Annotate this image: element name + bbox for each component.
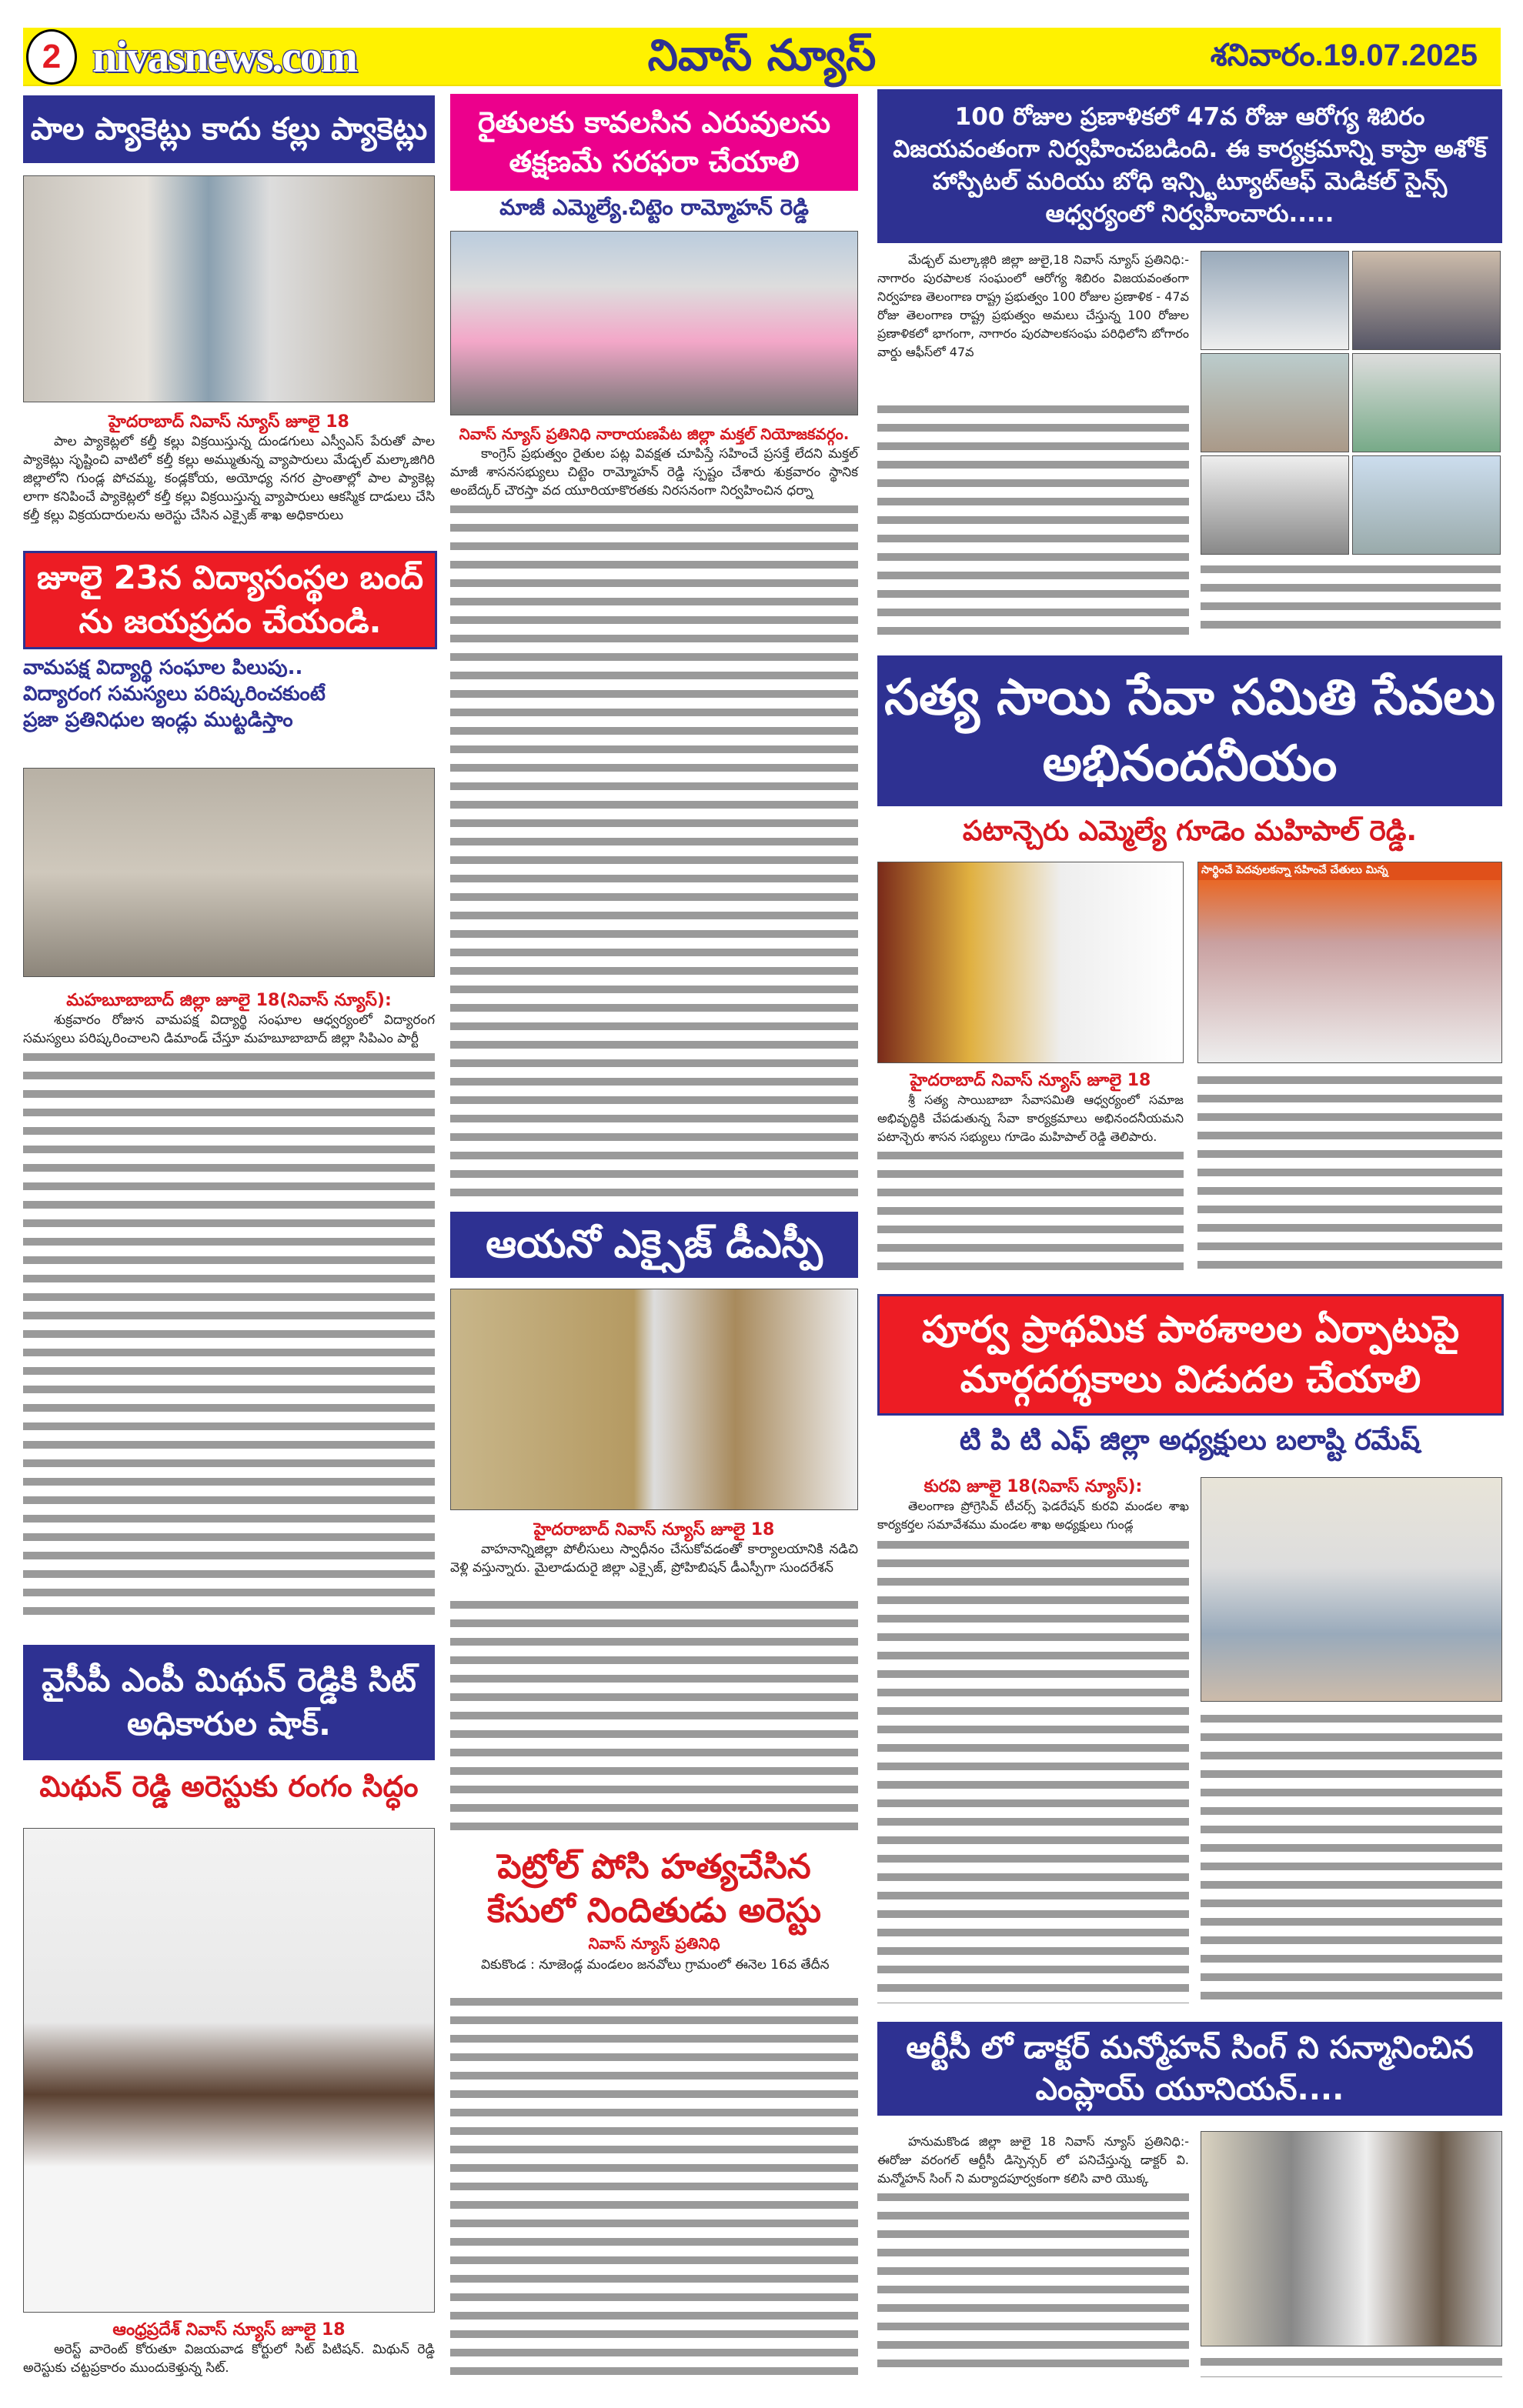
article-body-text-lines [877,400,1189,639]
paper-name: నివాస్ న్యూస్ [647,31,877,81]
article-body: వాహనాన్నిజిల్లా పోలీసులు స్వాధీనం చేసుకోవడంతో కార్యాలయానికి నడిచి వెళ్లి వస్తున్నారు. మైలాడుదురై జిల్లా ఎక్సైజ్, ప్రోహిబిషన్ డీఎస్పీగా సుందరేశన్ [450,1542,858,1576]
photo [1352,353,1501,452]
article-body-text-lines [450,500,858,1200]
photo-milk-packets [23,175,435,402]
photo [1352,455,1501,555]
dateline: కురవి జూలై 18(నివాస్ న్యూస్): [923,1477,1143,1496]
subhead: వామపక్ష విద్యార్థి సంఘాల పిలుపు.. [23,656,303,679]
photo-dsp [450,1289,858,1510]
article-body: హనుమకొండ జిల్లా జులై 18 నివాస్ న్యూస్ ప్రతినిధి:- ఈరోజు వరంగల్ ఆర్టీసీ డిస్పెన్సర్ లో పనిచేస్తున్న డాక్టర్ వి. మన్మోహన్ సింగ్ ని మర్యాదపూర్వకంగా కలిసి వారి యొక్క [877,2134,1189,2186]
subhead: ప్రజా ప్రతినిధుల ఇండ్లు ముట్టడిస్తాం [23,708,293,732]
subhead: టి పి టి ఎఫ్ జిల్లా అధ్యక్షులు బలాష్టి రమేష్ [959,1425,1421,1456]
dateline: మహబూబాబాద్ జిల్లా జూలై 18(నివాస్ న్యూస్): [66,991,392,1010]
dateline: ఆంధ్రప్రదేశ్ నివాస్ న్యూస్ జూలై 18 [112,2320,346,2340]
article-body: తెలంగాణ ప్రోగ్రెసివ్ టీచర్స్ ఫెడరేషన్ కురవి మండల శాఖ కార్యకర్తల సమావేశము మండల శాఖ అధ్యక్షులు గుండ్ల [877,1499,1189,1532]
headline-excise-dsp: ఆయనో ఎక్సైజ్ డీఎస్పీ [450,1212,858,1278]
article-body: అరెస్ట్ వారెంట్ కోరుతూ విజయవాడ కోర్టులో సిట్ పిటిషన్. మిథున్ రెడ్డి అరెస్టుకు చట్టప్రకారం ముందుకెళ్తున్న సిట్. [23,2342,435,2376]
photo [1201,455,1349,555]
article-body-text-lines [877,2188,1189,2377]
article-body-text-lines [450,1993,858,2377]
article-body-text-lines [877,1146,1184,1277]
page-number: 2 [26,29,77,85]
dateline: హైదరాబాద్ నివాస్ న్యూస్ జూలై 18 [533,1520,775,1539]
article-body-text-lines [877,1536,1189,2003]
photo-rtc-felicitation [1201,2131,1502,2346]
site-name: nivasnews.com [92,32,356,82]
issue-date: శనివారం.19.07.2025 [1210,38,1478,72]
dateline: హైదరాబాద్ నివాస్ న్యూస్ జూలై 18 [910,1071,1151,1090]
headline-milk-packets: పాల ప్యాకెట్లు కాదు కల్లు ప్యాకెట్లు [23,95,435,163]
photo-mithun-reddy [23,1828,435,2313]
article-body-text-lines [1201,1709,1502,2003]
dateline: నివాస్ న్యూస్ ప్రతినిధి నారాయణపేట జిల్లా మక్తల్ నియోజకవర్గం. [459,425,850,443]
photo-banner-text: సార్థించే పెదవులకన్నా సహించే చేతులు మిన్న [1198,862,1501,880]
article-body: వికుకొండ : నూజెండ్ల మండలం జనవోలు గ్రామంలో ఈనెల 16వ తేదీన [481,1957,830,1973]
photo-tptf-meeting [1201,1477,1502,1702]
headline-health-camp: 100 రోజుల ప్రణాళికలో 47వ రోజు ఆరోగ్య శిబిరం విజయవంతంగా నిర్వహించబడింది. ఈ కార్యక్రమాన్ని కాప్రా అశోక్ హాస్పిటల్ మరియు బోధి ఇన్స్టిట్యూట్ఆఫ్ మెడికల్ సైన్స్ ఆధ్వర్యంలో నిర్వహించారు..... [877,89,1502,243]
article-body: కాంగ్రెస్ ప్రభుత్వం రైతుల పట్ల వివక్షత చూపిస్తే సహించే ప్రసక్తే లేదని మక్తల్ మాజీ శాసనసభ్యులు చిట్టెం రామ్మోహన్ రెడ్డి స్పష్టం చేశారు శుక్రవారం స్థానిక అంబేద్కర్ చౌరస్తా వద యూరియాకొరతకు నిరసనంగా నిర్వహించిన ధర్నా [450,446,858,499]
headline-sathya-sai: సత్య సాయి సేవా సమితి సేవలు అభినందనీయం [877,655,1502,806]
photo-grid-health-camp [1201,251,1501,555]
photo-dharna [450,231,858,415]
subhead: పటాన్చెరు ఎమ్మెల్యే గూడెం మహిపాల్ రెడ్డి. [962,815,1418,847]
article-body-text-lines [1197,1071,1502,1277]
photo [1352,251,1501,350]
headline-petrol-murder: పెట్రోల్ పోసి హత్యచేసిన కేసులో నిందితుడు అరెస్టు [487,1847,821,1931]
article-body-text-lines [23,1048,435,1625]
article-body: పాల ప్యాకెట్లలో కల్తీ కల్లు విక్రయిస్తున్న దుండగులు ఎస్వీఎస్ పేరుతో పాల ప్యాకెట్లు సృష్టించి వాటిలో కల్తీ కల్లు అమ్ముతున్న వ్యాపారులు మేడ్చల్ మల్కాజిగిరి జిల్లాలోని గుండ్ల పోచమ్మ, కండ్లకోయ, అయోధ్య నగర ప్రాంతాల్లో పాల ప్యాకెట్ల లాగా కనిపించే ప్యాకెట్లలో కల్తీ కల్లు విక్రయిస్తున్న వ్యాపారులు ఆకస్మిక దాడులు చేసి కల్తీ కల్లు విక్రయదారులను అరెస్టు చేసిన ఎక్సైజ్ శాఖ అధికారులు [23,434,435,523]
headline-bandh: జూలై 23న విద్యాసంస్థల బంద్ ను జయప్రదం చేయండి. [23,551,437,649]
dateline: హైదరాబాద్ నివాస్ న్యూస్ జూలై 18 [109,412,349,432]
headline-mithun-reddy: వైసీపీ ఎంపీ మిథున్ రెడ్డికి సిట్ అధికారుల షాక్. [23,1645,435,1760]
headline-rtc-doctor: ఆర్టీసీ లో డాక్టర్ మన్మోహన్ సింగ్ ని సన్మానించిన ఎంప్లాయ్ యూనియన్.... [877,2022,1502,2116]
article-body-text-lines [1201,2353,1502,2377]
photo [1201,353,1349,452]
headline-preprimary-schools: పూర్వ ప్రాథమిక పాఠశాలల ఏర్పాటుపై మార్గదర్శకాలు విడుదల చేయాలి [877,1294,1504,1416]
masthead [23,28,1501,86]
byline: నివాస్ న్యూస్ ప్రతినిధి [588,1934,720,1953]
subhead: విద్యారంగ సమస్యలు పరిష్కరించకుంటే [23,682,326,705]
photo [1201,251,1349,350]
subhead: మాజీ ఎమ్మెల్యే.చిట్టెం రామ్మోహన్ రెడ్డి [499,195,809,220]
subheads [23,655,435,733]
photo-sai-event-hall [1197,862,1502,1063]
article-body-text-lines [450,1596,858,1834]
photo-sai-event-stage [877,862,1184,1063]
headline-fertilizer: రైతులకు కావలసిన ఎరువులను తక్షణమే సరఫరా చేయాలి [450,94,858,191]
article-body-text-lines [1201,560,1501,639]
article-body: శుక్రవారం రోజున వామపక్ష విద్యార్థి సంఘాల ఆధ్వర్యంలో విద్యారంగ సమస్యలు పరిష్కరించాలని డిమాండ్ చేస్తూ మహబూబాబాద్ జిల్లా సిపిఎం పార్టీ [23,1012,435,1046]
article-body: శ్రీ సత్య సాయిబాబా సేవాసమితి ఆధ్వర్యంలో సమాజ అభివృద్ధికి చేపడుతున్న సేవా కార్యక్రమాలు అభినందనీయమని పటాన్చెరు శాసన సభ్యులు గూడెం మహిపాల్ రెడ్డి తెలిపారు. [877,1092,1184,1144]
photo-students [23,768,435,977]
subhead: మిథున్ రెడ్డి అరెస్టుకు రంగం సిద్ధం [39,1769,419,1803]
article-body: మేడ్చల్ మల్కాజ్గిరి జిల్లా జులై,18 నివాస్ న్యూస్ ప్రతినిధి:- నాగారం పురపాలక సంఘంలో ఆరోగ్య శిబిరం విజయవంతంగా నిర్వహణ తెలంగాణ రాష్ట్ర ప్రభుత్వం 100 రోజుల ప్రణాళిక - 47వ రోజు తెలంగాణ రాష్ట్ర ప్రభుత్వం అమలు చేస్తున్న 100 రోజుల ప్రణాళికలో భాగంగా, నాగారం పురపాలకసంఘ పరిధిలోని బోగారం వార్డు ఆఫీస్‌లో 47వ [877,252,1189,359]
